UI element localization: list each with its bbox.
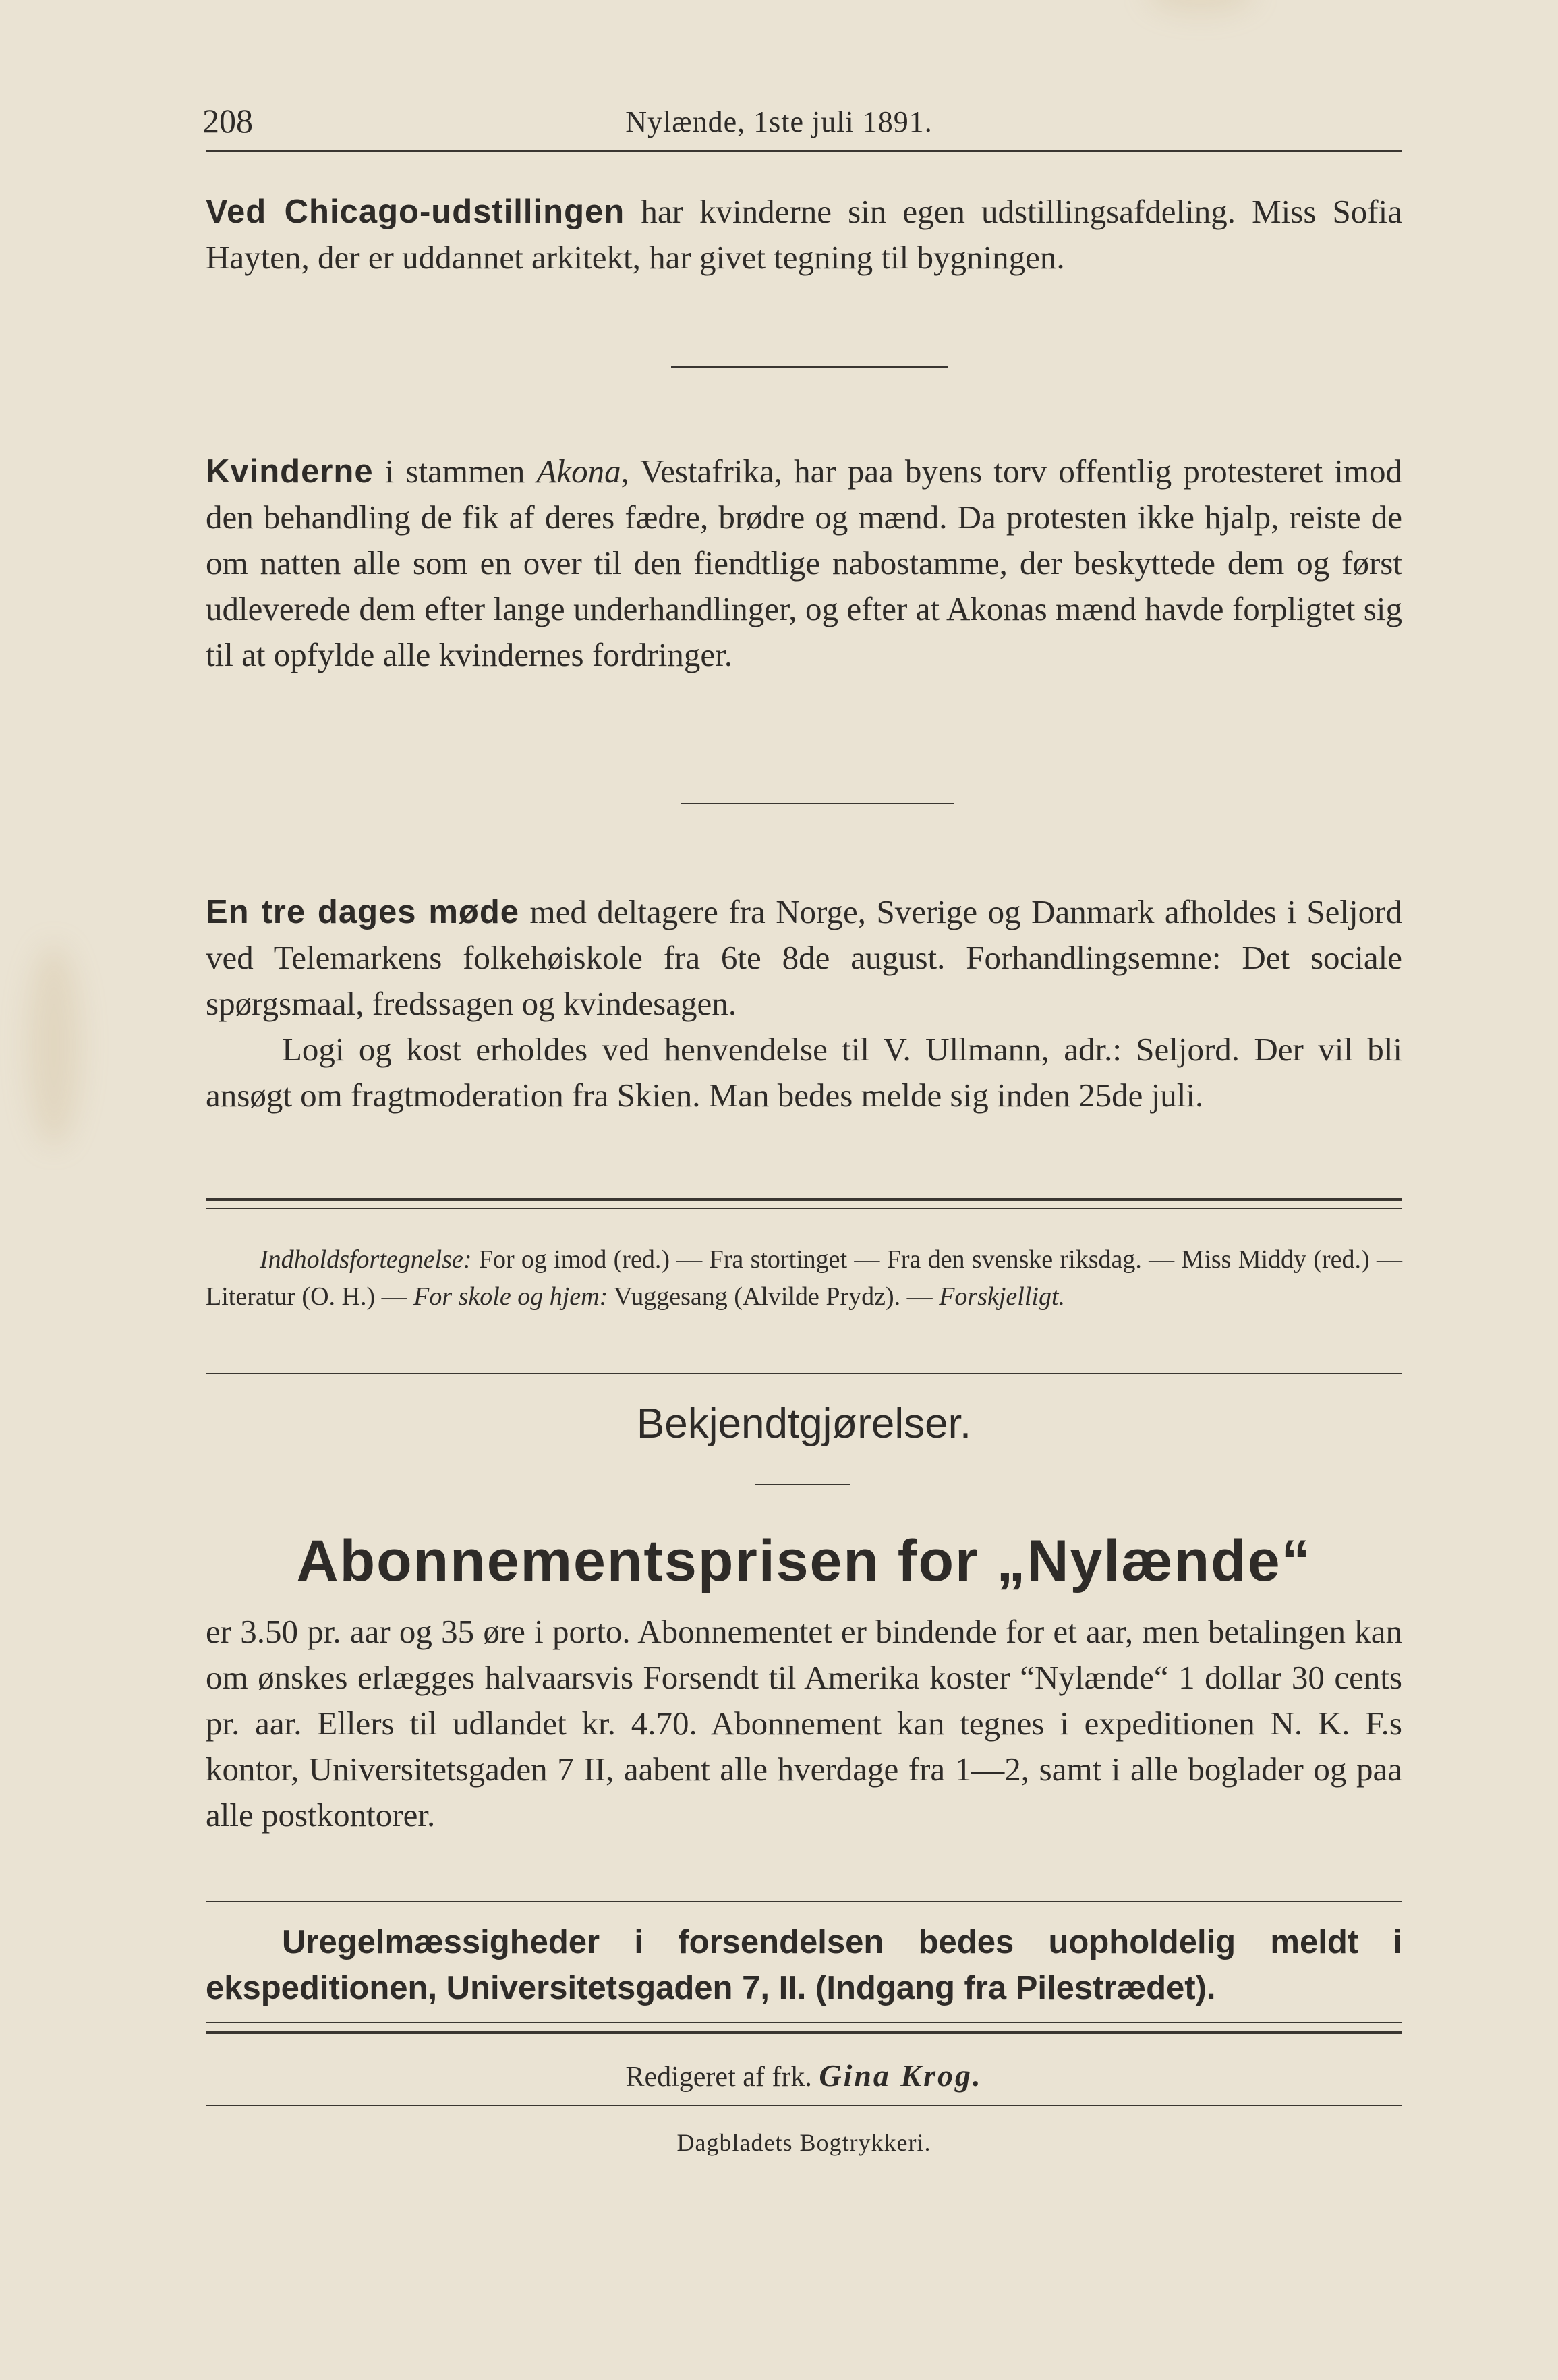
section-divider — [681, 803, 954, 804]
article-lead: Ved Chicago-udstillingen — [206, 194, 625, 230]
contents-label: Indholdsfortegnelse: — [260, 1245, 472, 1274]
contents-text: For og imod (red.) — Fra stortinget — Fra den svenske riksdag. — Miss Middy (red.) — Literatur (O. H.) — — [206, 1245, 1402, 1311]
article-text: med deltagere fra Norge, Sverige og Danmark afholdes i Seljord ved Telemarkens folkehøiskole fra 6te 8de august. Forhandlingsemne: Det sociale spørgsmaal, fredssagen og kvindesagen. — [206, 893, 1402, 1022]
section-divider — [755, 1484, 850, 1485]
double-rule-top — [206, 1198, 1402, 1201]
article-chicago — [206, 189, 1402, 281]
section-divider — [671, 366, 948, 368]
article-meeting — [206, 889, 1402, 1118]
contents-italic: For skole og hjem: — [413, 1282, 608, 1311]
running-title: Nylænde, 1ste juli 1891. — [625, 105, 933, 138]
contents-text: Vuggesang (Alvilde Prydz). — — [608, 1282, 940, 1311]
article-text: i stammen — [373, 453, 537, 490]
article-text: har kvinderne sin egen udstillingsafdeling. Miss Sofia Hayten, der er uddannet arkitekt, har givet tegning til bygningen. — [206, 193, 1402, 276]
paper-stain — [1147, 0, 1254, 13]
notice-rule — [206, 1901, 1402, 1902]
article-text: , Vestafrika, har paa byens torv offentlig protesteret imod den behandling de fik af deres fædre, brødre og mænd. Da protesten ikke hjalp, reiste de om natten alle som en over til den fiendtlige nabostamme, der beskyttede dem og først udleverede dem efter lange underhandlinger, og efter at Akonas mænd havde forpligtet sig til at opfylde alle kvindernes fordringer. — [206, 453, 1402, 673]
page-number: 208 — [202, 102, 253, 140]
contents-rule — [206, 1373, 1402, 1374]
editor-credit — [206, 2058, 1402, 2093]
announcements-heading: Bekjendtgjørelser. — [636, 1400, 972, 1447]
double-rule-bottom — [206, 1208, 1402, 1209]
table-of-contents — [206, 1241, 1402, 1315]
paper-stain — [27, 944, 81, 1147]
double-rule-bottom — [206, 2031, 1402, 2034]
article-italic: Akona — [536, 453, 621, 490]
contents-italic: Forskjelligt. — [939, 1282, 1065, 1311]
footer-rule — [206, 2105, 1402, 2106]
delivery-notice: Uregelmæssigheder i forsendelsen bedes uopholdelig meldt i ekspeditionen, Universitetsgaden 7, II. (Indgang fra Pilestrædet). — [206, 1924, 1402, 2006]
printer-credit: Dagbladets Bogtrykkeri. — [676, 2129, 931, 2156]
subscription-text: er 3.50 pr. aar og 35 øre i porto. Abonnementet er bindende for et aar, men betalingen kan om ønskes erlægges halvaarsvis Forsendt til Amerika koster “Nylænde“ 1 dollar 30 cents pr. aar. Ellers til udlandet kr. 4.70. Abonnement kan tegnes i expeditionen N. K. F.s kontor, Universitetsgaden 7 II, aabent alle hverdage fra 1—2, samt i alle boglader og paa alle postkontorer. — [206, 1613, 1402, 1834]
article-lead: Kvinderne — [206, 453, 374, 490]
article-lead: En tre dages møde — [206, 894, 520, 930]
double-rule-top — [206, 2022, 1402, 2023]
subscription-title: Abonnementsprisen for „Nylænde“ — [296, 1529, 1312, 1593]
header-rule — [206, 150, 1402, 152]
article-paragraph: Logi og kost erholdes ved henvendelse til V. Ullmann, adr.: Seljord. Der vil bli ansøgt om fragtmoderation fra Skien. Man bedes melde sig inden 25de juli. — [206, 1031, 1402, 1114]
editor-prefix: Redigeret af frk. — [625, 2062, 819, 2093]
article-akona — [206, 449, 1402, 678]
editor-name: Gina Krog. — [819, 2058, 983, 2093]
